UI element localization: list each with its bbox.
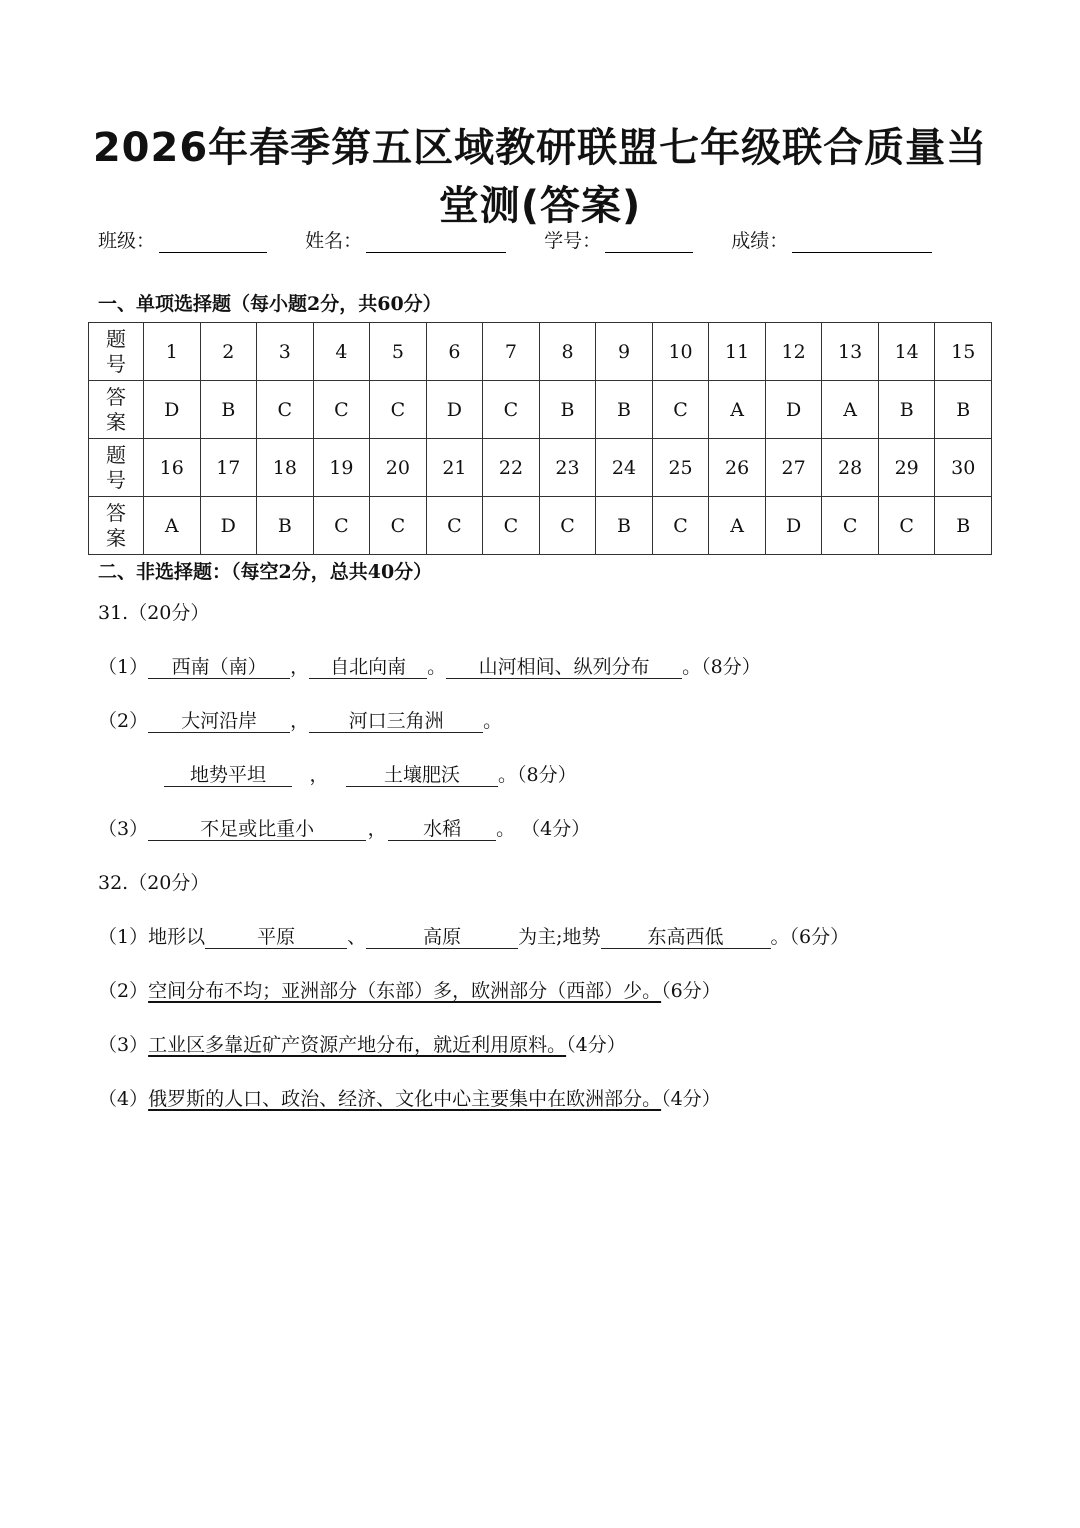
number-cell: 18 xyxy=(257,439,314,497)
name-label: 姓名： xyxy=(305,230,363,252)
answer-cell: D xyxy=(200,497,257,555)
number-cell: 19 xyxy=(313,439,370,497)
number-cell: 17 xyxy=(200,439,257,497)
part-number: （2） xyxy=(98,980,149,1002)
answer-cell: C xyxy=(426,497,483,555)
answer-cell: C xyxy=(878,497,935,555)
separator: 。 xyxy=(427,656,447,678)
score-note: 。（8分） xyxy=(498,764,577,786)
answer-cell: B xyxy=(935,497,992,555)
part-number: （4） xyxy=(98,1088,149,1110)
table-row-numbers-1 xyxy=(89,323,992,381)
answer-cell: C xyxy=(370,381,427,439)
name-field xyxy=(305,226,506,253)
answer-table xyxy=(88,322,992,555)
answer-blank: 大河沿岸 xyxy=(148,710,290,733)
header-cell-question-no: 题 号 xyxy=(89,439,144,497)
separator: 、 xyxy=(347,926,367,948)
answer-cell: B xyxy=(596,381,653,439)
separator: ， xyxy=(290,710,310,732)
exam-title-line-2: 堂测(答案) xyxy=(438,183,642,229)
student-info-row xyxy=(98,226,964,253)
answer-cell: C xyxy=(483,497,540,555)
part-number: （1） xyxy=(98,656,149,678)
q31-part-2 xyxy=(98,706,502,733)
number-cell: 27 xyxy=(765,439,822,497)
number-cell: 9 xyxy=(596,323,653,381)
answer-cell: C xyxy=(822,497,879,555)
separator: 。 xyxy=(483,710,503,732)
number-cell: 8 xyxy=(539,323,596,381)
number-cell: 5 xyxy=(370,323,427,381)
answer-cell: B xyxy=(878,381,935,439)
part-number: （2） xyxy=(98,710,149,732)
number-cell: 21 xyxy=(426,439,483,497)
number-cell: 4 xyxy=(313,323,370,381)
student-id-label: 学号： xyxy=(544,230,602,252)
student-id-field xyxy=(544,226,693,253)
name-blank[interactable] xyxy=(366,232,506,253)
answer-cell: D xyxy=(765,497,822,555)
prompt-text: 为主;地势 xyxy=(518,926,601,948)
score-note: （4分） xyxy=(566,1034,626,1056)
header-cell-answer: 答 案 xyxy=(89,497,144,555)
number-cell: 20 xyxy=(370,439,427,497)
answer-blank: 不足或比重小 xyxy=(148,818,366,841)
answer-cell: C xyxy=(313,381,370,439)
header-cell-question-no: 题 号 xyxy=(89,323,144,381)
number-cell: 3 xyxy=(257,323,314,381)
number-cell: 16 xyxy=(144,439,201,497)
number-cell: 2 xyxy=(200,323,257,381)
prompt-text: 地形以 xyxy=(148,926,206,948)
score-note: （6分） xyxy=(661,980,721,1002)
part-number: （1） xyxy=(98,926,149,948)
header-cell-answer: 答 案 xyxy=(89,381,144,439)
answer-cell: A xyxy=(822,381,879,439)
answer-cell: D xyxy=(765,381,822,439)
number-cell: 1 xyxy=(144,323,201,381)
number-cell: 30 xyxy=(935,439,992,497)
answer-cell: D xyxy=(144,381,201,439)
number-cell: 26 xyxy=(709,439,766,497)
separator: ， xyxy=(367,818,387,840)
answer-cell: D xyxy=(426,381,483,439)
answer-blank: 东高西低 xyxy=(601,926,771,949)
answer-cell: A xyxy=(144,497,201,555)
answer-cell: B xyxy=(257,497,314,555)
answer-cell: C xyxy=(539,497,596,555)
answer-blank: 西南（南） xyxy=(148,656,290,679)
q31-part-3 xyxy=(98,814,590,841)
number-cell: 12 xyxy=(765,323,822,381)
q32-part-4 xyxy=(98,1084,721,1111)
score-note: 。 （4分） xyxy=(496,818,591,840)
score-field xyxy=(731,226,932,253)
number-cell: 11 xyxy=(709,323,766,381)
score-blank[interactable] xyxy=(792,232,932,253)
score-note: 。（8分） xyxy=(682,656,761,678)
separator: ， xyxy=(290,656,310,678)
answer-cell: C xyxy=(652,381,709,439)
answer-blank: 山河相间、纵列分布 xyxy=(446,656,682,679)
number-cell: 28 xyxy=(822,439,879,497)
number-cell: 7 xyxy=(483,323,540,381)
number-cell: 6 xyxy=(426,323,483,381)
answer-cell: B xyxy=(200,381,257,439)
q32-part-1 xyxy=(98,922,849,949)
q31-part-1 xyxy=(98,652,761,679)
answer-cell: A xyxy=(709,497,766,555)
number-cell: 13 xyxy=(822,323,879,381)
answer-cell: C xyxy=(652,497,709,555)
answer-blank: 地势平坦 xyxy=(164,764,292,787)
answer-cell: B xyxy=(935,381,992,439)
class-label: 班级： xyxy=(98,230,156,252)
q31-label: 31.（20分） xyxy=(98,602,210,624)
score-note: 。（6分） xyxy=(770,926,850,948)
q32-part-3 xyxy=(98,1030,626,1057)
q32-part-2 xyxy=(98,976,721,1003)
answer-cell: A xyxy=(709,381,766,439)
answer-cell: B xyxy=(539,381,596,439)
answer-cell: C xyxy=(257,381,314,439)
number-cell: 10 xyxy=(652,323,709,381)
score-label: 成绩： xyxy=(731,230,789,252)
answer-cell: C xyxy=(370,497,427,555)
number-cell: 23 xyxy=(539,439,596,497)
section-2-heading: 二、非选择题：（每空2分，总共40分） xyxy=(98,561,433,583)
part-number: （3） xyxy=(98,818,149,840)
answer-blank: 自北向南 xyxy=(309,656,427,679)
table-row-numbers-2 xyxy=(89,439,992,497)
answer-blank: 土壤肥沃 xyxy=(346,764,498,787)
answer-blank: 高原 xyxy=(366,926,518,949)
exam-title-line-1: 2026年春季第五区域教研联盟七年级联合质量当 xyxy=(92,125,988,171)
q31-part-2-continued xyxy=(164,760,577,787)
number-cell: 29 xyxy=(878,439,935,497)
class-field xyxy=(98,226,267,253)
q32-label: 32.（20分） xyxy=(98,872,210,894)
number-cell: 22 xyxy=(483,439,540,497)
answer-text: 空间分布不均；亚洲部分（东部）多，欧洲部分（西部）少。 xyxy=(148,980,662,1002)
score-note: （4分） xyxy=(661,1088,721,1110)
answer-cell: C xyxy=(483,381,540,439)
answer-text: 俄罗斯的人口、政治、经济、文化中心主要集中在欧洲部分。 xyxy=(148,1088,662,1110)
section-1-heading: 一、单项选择题（每小题2分，共60分） xyxy=(98,293,442,315)
answer-blank: 河口三角洲 xyxy=(309,710,483,733)
table-row-answers-2 xyxy=(89,497,992,555)
number-cell: 25 xyxy=(652,439,709,497)
table-row-answers-1 xyxy=(89,381,992,439)
answer-cell: B xyxy=(596,497,653,555)
number-cell: 14 xyxy=(878,323,935,381)
separator: ， xyxy=(309,764,329,786)
answer-text: 工业区多靠近矿产资源产地分布，就近利用原料。 xyxy=(148,1034,567,1056)
answer-blank: 水稻 xyxy=(388,818,496,841)
number-cell: 24 xyxy=(596,439,653,497)
answer-blank: 平原 xyxy=(205,926,347,949)
student-id-blank[interactable] xyxy=(605,232,693,253)
answer-cell: C xyxy=(313,497,370,555)
part-number: （3） xyxy=(98,1034,149,1056)
class-blank[interactable] xyxy=(159,232,267,253)
number-cell: 15 xyxy=(935,323,992,381)
